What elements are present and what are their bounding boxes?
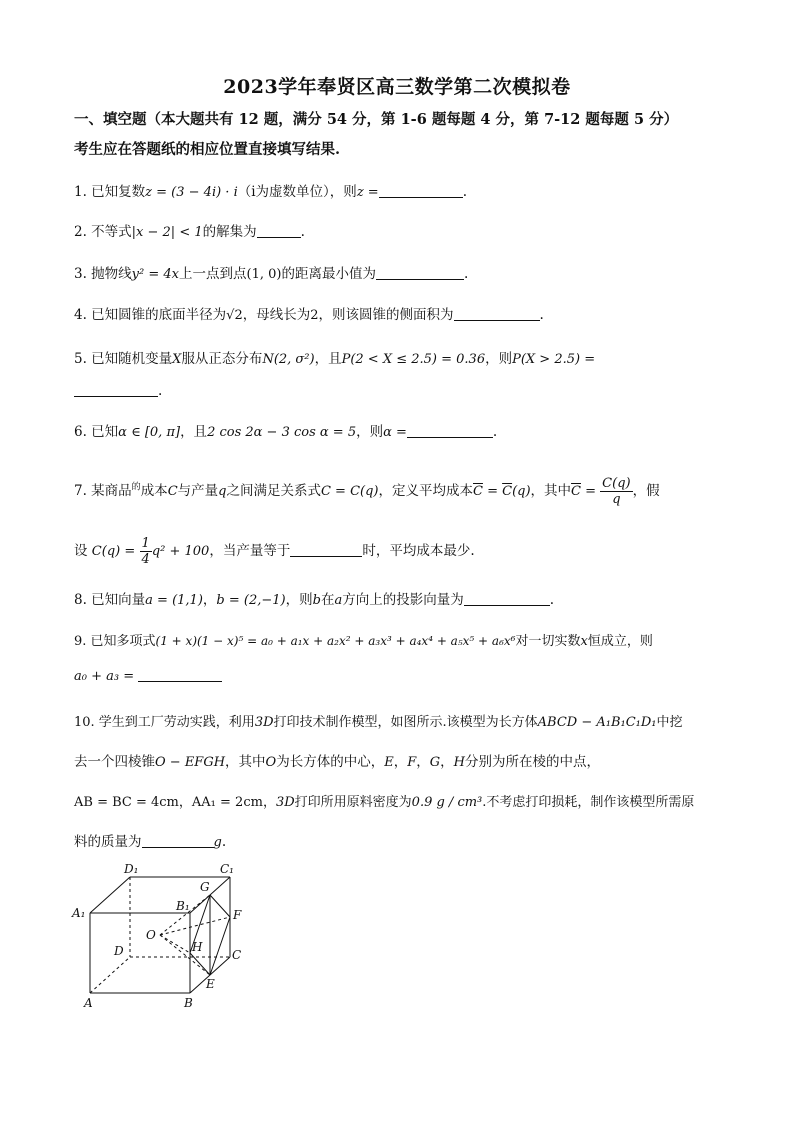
edge-ad-hidden [90,957,130,993]
label-a: A [84,996,93,1010]
label-b: B [184,996,193,1010]
question-7-cont: 设 C(q) = $\frac{1}{4}$ q² + 100，当产量等于 时，平均成本最少. [74,536,475,567]
q7-average-cost-fraction: $\frac{C(q)}{q}$ [602,476,631,507]
section-heading: 一、填空题（本大题共有 12 题，满分 54 分，第 1-6 题每题 4 分，第 7-12 题每题 5 分） [74,111,679,128]
edge-a1d1 [90,877,130,913]
label-e: E [206,977,215,991]
question-5: 5. 已知随机变量X服从正态分布N(2, σ²)，且P(2 < X ≤ 2.5) = 0.36，则P(X > 2.5) = [74,351,596,367]
answer-blank-5[interactable] [74,382,158,397]
question-7: 7. 某商品$^的$成本C与产量q之间满足关系式C = C(q)，定义平均成本$\overline{C} = \overline{C}(q)$，其中$\overline{C}$ = $\frac{C(q)}{q}$ ，假 [74,476,660,507]
question-10: 10. 学生到工厂劳动实践，利用3D打印技术制作模型，如图所示.该模型为长方体ABCD − A₁B₁C₁D₁中挖 [74,715,683,730]
label-d: D [114,944,124,958]
answer-blank-10[interactable] [142,833,214,848]
question-10-line2: 去一个四棱锥O − EFGH，其中O为长方体的中心，E，F，G，H分别为所在棱的中点， [74,754,600,770]
edge-oe [160,935,210,975]
answer-blank-8[interactable] [464,591,550,606]
question-1: 1. 已知复数z = (3 − 4i) · i（i为虚数单位），则z = . [74,184,467,200]
answer-blank-9[interactable] [138,667,222,682]
question-10-line3: AB = BC = 4cm，AA₁ = 2cm，3D打印所用原料密度为0.9 g / cm³.不考虑打印损耗，制作该模型所需原 [74,795,695,810]
question-9: 9. 已知多项式(1 + x)(1 − x)⁵ = a₀ + a₁x + a₂x² + a₃x³ + a₄x⁴ + a₅x⁵ + a₆x⁶对一切实数x恒成立，则 [74,634,653,649]
question-2: 2. 不等式|x − 2| < 1的解集为 . [74,224,305,240]
answer-blank-1[interactable] [379,183,463,198]
answer-blank-4[interactable] [454,306,540,321]
edge-gf [210,895,230,917]
label-c: C [232,948,242,962]
label-g: G [200,880,210,894]
label-c1: C₁ [220,862,234,876]
question-10-line4: 料的质量为 g. [74,834,227,850]
page-title: 2023学年奉贤区高三数学第二次模拟卷 [223,76,571,98]
q2-inequality: |x − 2| < 1 [131,225,203,240]
label-d1: D₁ [124,862,139,876]
answer-blank-3[interactable] [376,265,464,280]
answer-blank-2[interactable] [257,223,301,238]
label-o: O [146,928,156,942]
label-b1: B₁ [176,899,190,913]
q7-quarter-fraction: $\frac{1}{4}$ [141,536,150,567]
question-5-cont: . [74,381,734,401]
question-9-cont: a₀ + a₃ = [74,666,734,687]
answer-blank-6[interactable] [407,423,493,438]
q9-polynomial: (1 + x)(1 − x)⁵ = a₀ + a₁x + a₂x² + a₃x³ + a₄x⁴ + a₅x⁵ + a₆x⁶ [155,634,516,648]
cuboid-figure [70,855,260,1015]
q1-expression: z = (3 − 4i) · i [145,185,238,200]
label-f: F [233,908,242,922]
label-h: H [192,940,203,954]
question-6: 6. 已知α ∈ [0, π]，且2 cos 2α − 3 cos α = 5，则α = . [74,424,498,440]
answer-blank-7[interactable] [290,542,362,557]
edge-oh [160,935,190,953]
question-8: 8. 已知向量a = (1,1)，b = (2,−1)，则b在a方向上的投影向量为 . [74,592,554,608]
label-a1: A₁ [72,906,86,920]
edge-eh [190,953,210,975]
section-instruction: 考生应在答题纸的相应位置直接填写结果. [74,141,341,158]
question-3: 3. 抛物线y² = 4x上一点到点(1, 0)的距离最小值为 . [74,266,469,282]
question-4: 4. 已知圆锥的底面半径为√2，母线长为2，则该圆锥的侧面积为 . [74,307,544,323]
